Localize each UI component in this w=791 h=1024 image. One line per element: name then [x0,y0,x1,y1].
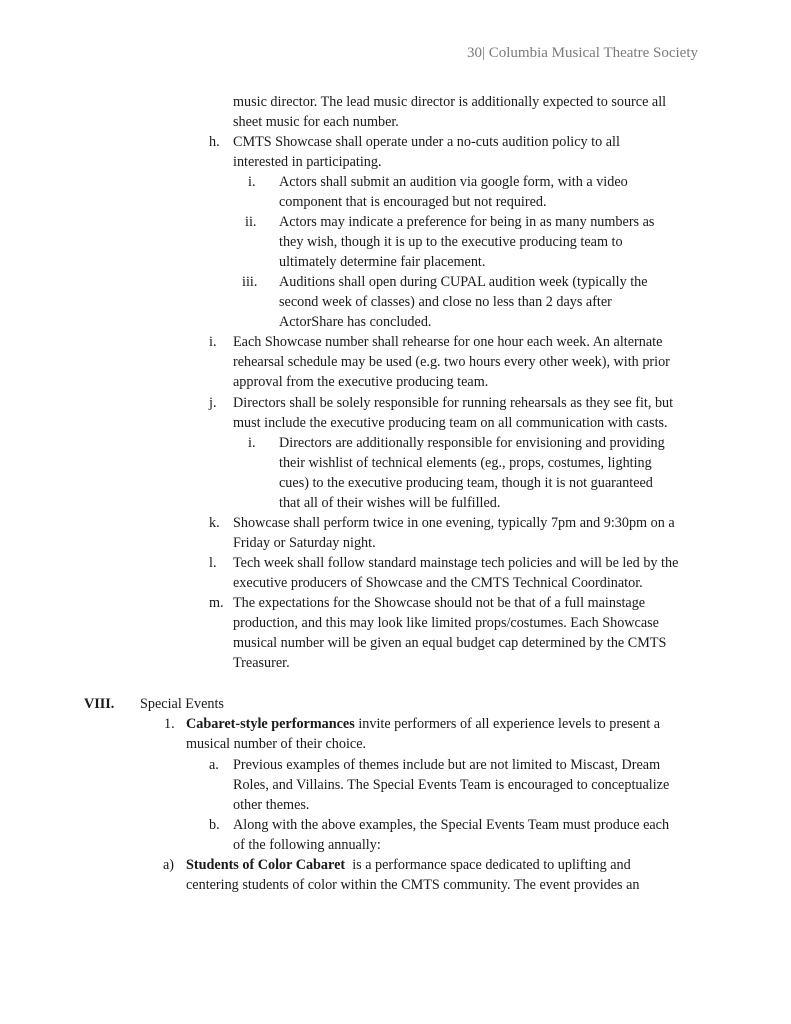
list-label: m. [209,595,224,611]
text-line: must include the executive producing team on all communication with casts. [233,415,668,431]
section-heading: Special Events [140,696,224,712]
text-line: Actors shall submit an audition via google form, with a video [279,174,628,190]
page-header [467,45,698,62]
text-line: sheet music for each number. [233,114,399,130]
list-label: i. [209,334,217,350]
bold-term: Students of Color Cabaret [186,857,346,873]
list-label: i. [248,435,256,451]
text-line: Auditions shall open during CUPAL audition week (typically the [279,274,648,290]
text-line: interested in participating. [233,154,382,170]
list-label: h. [209,134,220,150]
text-line: Each Showcase number shall rehearse for one hour each week. An alternate [233,334,663,350]
text-line: Directors shall be solely responsible for running rehearsals as they see fit, but [233,395,674,411]
list-label: iii. [242,274,258,290]
text-run: is a performance space dedicated to uplifting and [345,857,631,873]
list-label: i. [248,174,256,190]
text-line: Roles, and Villains. The Special Events Team is encouraged to conceptualize [233,777,670,793]
text-line: executive producers of Showcase and the CMTS Technical Coordinator. [233,575,643,591]
text-line: Tech week shall follow standard mainstage tech policies and will be led by the [233,555,679,571]
text-line: Friday or Saturday night. [233,535,376,551]
document-title: Columbia Musical Theatre Society [488,45,698,61]
text-line: second week of classes) and close no less than 2 days after [279,294,612,310]
text-line: centering students of color within the CMTS community. The event provides an [186,877,640,893]
text-line: cues) to the executive producing team, though it is not guaranteed [279,475,653,491]
text-line: component that is encouraged but not required. [279,194,547,210]
text-line: ultimately determine fair placement. [279,254,486,270]
text-line: production, and this may look like limited props/costumes. Each Showcase [233,615,659,631]
text-line: Previous examples of themes include but are not limited to Miscast, Dream [233,757,661,773]
bold-term: Cabaret-style performances [186,716,355,732]
text-line: ActorShare has concluded. [279,314,432,330]
text-line: musical number will be given an equal budget cap determined by the CMTS [233,635,667,651]
text-line: Along with the above examples, the Special Events Team must produce each [233,817,670,833]
section-numeral: VIII. [84,696,115,712]
list-label: a) [163,857,175,873]
text-line: of the following annually: [233,837,381,853]
page-number: 30 [466,45,482,61]
text-line: musical number of their choice. [186,736,367,752]
text-line [186,714,660,734]
text-line: Treasurer. [233,655,290,671]
list-label: j. [209,395,217,411]
list-label: k. [209,515,220,531]
list-label: a. [209,757,219,773]
text-line: their wishlist of technical elements (eg., props, costumes, lighting [279,455,652,471]
text-line: that all of their wishes will be fulfilled. [279,495,501,511]
header-separator: | [481,45,485,61]
text-line: CMTS Showcase shall operate under a no-cuts audition policy to all [233,134,620,150]
text-line: Showcase shall perform twice in one evening, typically 7pm and 9:30pm on a [233,515,675,531]
text-line: they wish, though it is up to the executive producing team to [279,234,623,250]
list-label: b. [209,817,220,833]
text-line: The expectations for the Showcase should not be that of a full mainstage [233,595,646,611]
list-label: ii. [245,214,257,230]
text-line: approval from the executive producing team. [233,374,489,390]
text-run: invite performers of all experience levels to present a [354,716,661,732]
text-line: Directors are additionally responsible for envisioning and providing [279,435,665,451]
text-line: music director. The lead music director is additionally expected to source all [233,94,667,110]
text-line [186,855,631,875]
text-line: Actors may indicate a preference for being in as many numbers as [279,214,655,230]
text-line: rehearsal schedule may be used (e.g. two hours every other week), with prior [233,354,670,370]
list-label: 1. [164,716,175,732]
text-line: other themes. [233,797,310,813]
list-label: l. [209,555,217,571]
